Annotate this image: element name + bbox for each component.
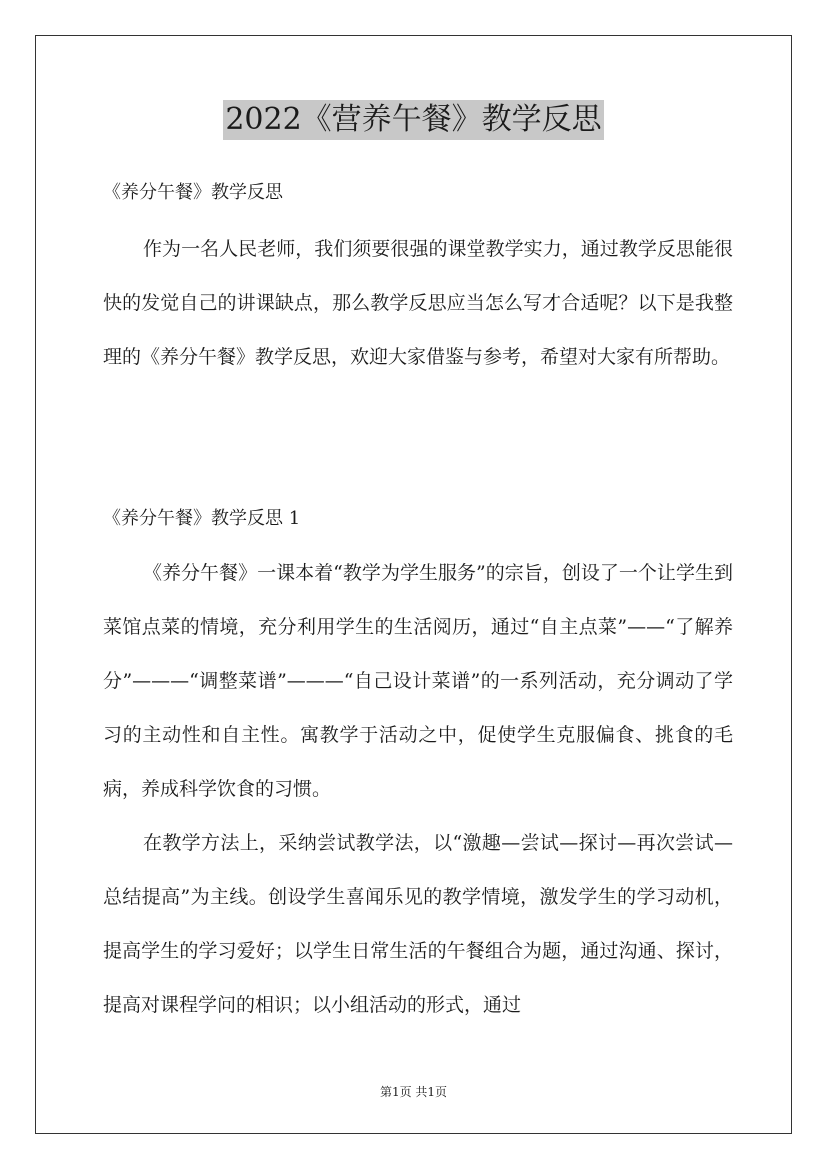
document-title: 2022《营养午餐》教学反思 — [223, 100, 603, 140]
section-heading-1: 《养分午餐》教学反思 1 — [103, 508, 301, 529]
section-heading: 《养分午餐》教学反思 — [103, 182, 283, 203]
title-container — [0, 100, 827, 140]
body-paragraph-2: 在教学方法上，采纳尝试教学法，以“激趣—尝试—探讨—再次尝试—总结提高”为主线。创设学生喜闻乐见的教学情境，激发学生的学习动机，提高学生的学习爱好；以学生日常生活的午餐组合为题，通过沟通、探讨，提高对课程学问的相识；以小组活动的形式，通过 — [103, 832, 733, 1016]
intro-paragraph: 作为一名人民老师，我们须要很强的课堂教学实力，通过教学反思能很快的发觉自己的讲课缺点，那么教学反思应当怎么写才合适呢？以下是我整理的《养分午餐》教学反思，欢迎大家借鉴与参考，希望对大家有所帮助。 — [103, 238, 733, 368]
page-footer: 第1页 共1页 — [379, 1085, 448, 1099]
body-paragraph-1: 《养分午餐》一课本着“教学为学生服务”的宗旨，创设了一个让学生到菜馆点菜的情境，充分利用学生的生活阅历，通过“自主点菜”——“了解养分”———“调整菜谱”———“自己设计菜谱”的一系列活动，充分调动了学习的主动性和自主性。寓教学于活动之中，促使学生克服偏食、挑食的毛病，养成科学饮食的习惯。 — [103, 562, 733, 800]
